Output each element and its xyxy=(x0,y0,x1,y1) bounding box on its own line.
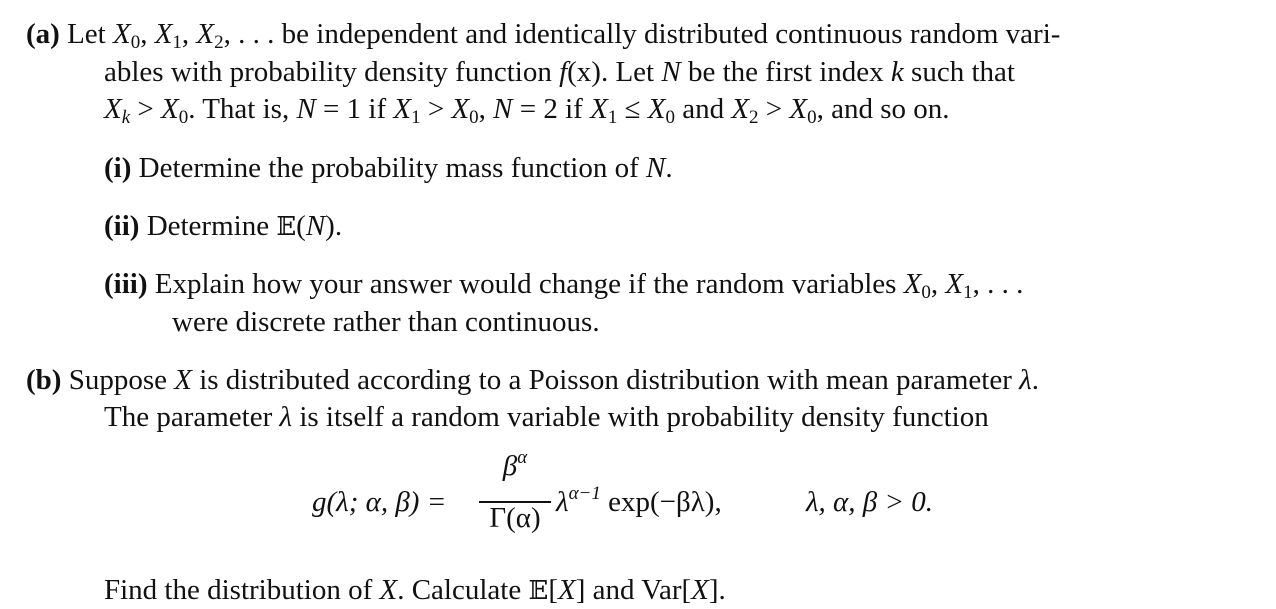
subquestion-label: (i) xyxy=(104,152,132,184)
text: , xyxy=(140,18,155,50)
var-n: N xyxy=(493,93,513,125)
var-lambda: λ xyxy=(279,401,293,433)
text: Explain how your answer would change if the random variables xyxy=(147,268,904,300)
text: Let xyxy=(608,56,662,88)
var-n: N xyxy=(661,56,681,88)
text: ( xyxy=(296,210,306,242)
var-x: X xyxy=(161,93,179,125)
part-a-line-1 xyxy=(26,16,1060,52)
subscript: 0 xyxy=(807,107,817,128)
text: , and so on. xyxy=(816,93,950,125)
var-x: X xyxy=(557,574,576,606)
subquestion-ii xyxy=(104,208,342,245)
var-x: X xyxy=(590,93,608,125)
var-beta: β xyxy=(502,450,518,482)
text: . xyxy=(718,574,726,606)
var-x: X xyxy=(731,93,750,125)
var-x: X xyxy=(154,18,173,50)
subquestion-iii xyxy=(104,266,1023,302)
text: be the first index xyxy=(680,56,891,88)
var-x: X xyxy=(789,93,808,125)
subquestion-i xyxy=(104,150,673,186)
subscript: 0 xyxy=(665,107,675,128)
text: is distributed according to a Poisson distribution with mean parameter xyxy=(191,364,1020,396)
subscript: 2 xyxy=(214,32,224,53)
superscript: α−1 xyxy=(568,483,601,504)
text: Suppose xyxy=(61,364,175,396)
text: . xyxy=(665,152,673,184)
part-a-line-2 xyxy=(104,54,1015,90)
text: = 2 if xyxy=(512,93,591,125)
part-b-label: (b) xyxy=(26,364,62,396)
part-a-line-3 xyxy=(104,91,950,127)
fraction-denominator: Γ(α) xyxy=(489,502,541,534)
text: . That is, xyxy=(188,93,297,125)
fraction-numerator xyxy=(479,448,551,484)
var-x: X xyxy=(945,268,964,300)
part-a-label: (a) xyxy=(26,18,60,50)
var-g: g xyxy=(312,486,327,518)
subscript: k xyxy=(121,107,131,128)
var-x: X xyxy=(451,93,470,125)
part-b-final-line xyxy=(104,572,726,609)
var-x: X xyxy=(903,268,922,300)
part-b-line-1 xyxy=(26,362,1039,398)
subscript: 0 xyxy=(178,107,189,128)
text: . Calculate xyxy=(397,574,529,606)
text: such that xyxy=(903,56,1015,88)
text: [ xyxy=(548,574,558,606)
formula-args: (λ; α, β) = xyxy=(326,486,447,518)
var-x: X xyxy=(379,574,398,606)
expectation-symbol: 𝔼 xyxy=(276,212,297,242)
var-x: X xyxy=(647,93,666,125)
superscript: α xyxy=(517,447,528,468)
subscript: 2 xyxy=(749,107,759,128)
subquestion-label: (ii) xyxy=(104,210,140,242)
formula-condition: λ, α, β > 0. xyxy=(806,486,934,518)
text: > xyxy=(758,93,790,125)
text: = 1 if xyxy=(315,93,394,125)
var-k: k xyxy=(890,56,904,88)
text: ables with probability density function xyxy=(104,56,560,88)
var-lambda: λ xyxy=(556,486,569,518)
text: Determine xyxy=(139,210,277,242)
var-x: X xyxy=(196,18,215,50)
subquestion-iii-line-2 xyxy=(172,304,600,340)
text: [ xyxy=(681,574,692,606)
text: , . . . xyxy=(223,18,275,50)
formula-lhs xyxy=(312,484,446,520)
var-x: X xyxy=(174,364,192,396)
var-x: X xyxy=(691,574,709,606)
text: be independent and identically distributed continuous random vari- xyxy=(274,18,1061,50)
text: , xyxy=(181,18,197,50)
text: . xyxy=(1031,364,1039,396)
text: ] xyxy=(575,574,586,606)
text: ≤ xyxy=(617,93,648,125)
var-x: X xyxy=(393,93,412,125)
text: , xyxy=(478,93,494,125)
var-x: X xyxy=(104,93,122,125)
text: and Var xyxy=(585,574,682,606)
text: and xyxy=(674,93,732,125)
subquestion-label: (iii) xyxy=(104,268,148,300)
subscript: 0 xyxy=(921,282,931,303)
expectation-symbol: 𝔼 xyxy=(528,576,549,606)
subscript: 1 xyxy=(172,32,182,53)
text: Let xyxy=(67,18,113,50)
formula-rhs xyxy=(556,484,722,520)
text: exp(−βλ), xyxy=(600,486,722,518)
text: The parameter xyxy=(104,401,280,433)
text: ] xyxy=(708,574,719,606)
text: Find the distribution of xyxy=(104,574,380,606)
subscript: 0 xyxy=(130,32,141,53)
text: Determine the probability mass function of xyxy=(131,152,646,184)
var-n: N xyxy=(305,210,326,242)
text: were discrete rather than continuous. xyxy=(172,306,600,338)
text: , xyxy=(930,268,946,300)
var-lambda: λ xyxy=(1019,364,1032,396)
subscript: 0 xyxy=(469,107,479,128)
var-n: N xyxy=(646,152,666,184)
text: > xyxy=(130,93,162,125)
text: > xyxy=(420,93,452,125)
text: is itself a random variable with probability density function xyxy=(292,401,989,433)
var-n: N xyxy=(296,93,316,125)
subscript: 1 xyxy=(607,107,618,128)
subscript: 1 xyxy=(411,107,421,128)
var-x: X xyxy=(112,18,131,50)
var-f: f xyxy=(559,56,568,88)
text: ). xyxy=(325,210,343,242)
subscript: 1 xyxy=(963,282,973,303)
text: (x). xyxy=(567,56,609,88)
part-b-line-2 xyxy=(104,399,989,435)
text: , . . . xyxy=(972,268,1024,300)
